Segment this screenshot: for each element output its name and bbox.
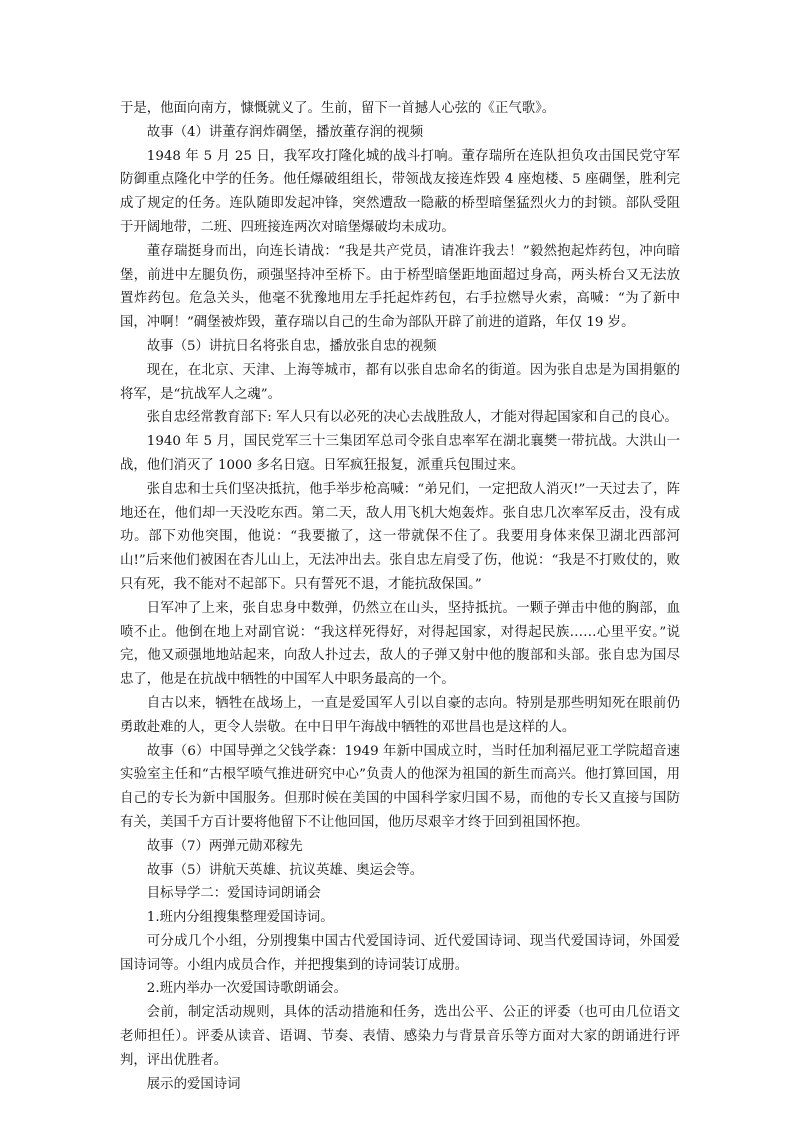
story-heading: 故事（5）讲抗日名将张自忠，播放张自忠的视频	[146, 338, 437, 354]
story-heading: 故事（5）讲航天英雄、抗议英雄、奥运会等。	[146, 862, 424, 878]
paragraph: 于是，他面向南方，慷慨就义了。生前，留下一首撼人心弦的《正气歌》。	[120, 101, 556, 116]
paragraph: 现在，在北京、天津、上海等城市，都有以张自忠命名的街道。因为张自忠是为国捐躯的将军，是“抗战军人之魂”。	[120, 362, 680, 402]
paragraph: 日军冲了上来，张自忠身中数弹，仍然立在山头，坚持抵抗。一颗子弹击中他的胸部，血喷不止。他倒在地上对副官说：“我这样死得好，对得起国家，对得起民族……心里平安。”说完，他又顽强地地站起来，向敌人扑过去，敌人的子弹又射中他的腹部和头部。张自忠为国尽忠了，他是在抗战中牺牲的中国军人中职务最高的一个。	[120, 600, 680, 688]
document-body	[120, 97, 680, 1096]
paragraph: 董存瑞挺身而出，向连长请战：“我是共产党员，请准许我去！”毅然抱起炸药包，冲向暗堡，前进中左腿负伤，顽强坚持冲至桥下。由于桥型暗堡距地面超过身高，两头桥台又无法放置炸药包。危急关头，他毫不犹豫地用左手托起炸药包，右手拉燃导火索，高喊：“为了新中国，冲啊！”碉堡被炸毁，董存瑞以自己的生命为部队开辟了前进的道路，年仅 19 岁。	[120, 243, 680, 331]
paragraph: 张自忠和士兵们坚决抵抗，他手举步枪高喊：“弟兄们，一定把敌人消灭!”一天过去了，阵地还在，他们却一天没吃东西。第二天，敌人用飞机大炮轰炸。张自忠几次率军反击，没有成功。部下劝他突围，他说：“我要撤了，这一带就保不住了。我要用身体来保卫湖北西部河山!”后来他们被困在杏儿山上，无法冲出去。张自忠左肩受了伤，他说：“我是不打败仗的，败只有死，我不能对不起部下。只有誓死不退，才能抗敌保国。”	[120, 481, 680, 592]
paragraph: 1940 年 5 月，国民党军三十三集团军总司令张自忠率军在湖北襄樊一带抗战。大洪山一战，他们消灭了 1000 多名日寇。日军疯狂报复，派重兵包围过来。	[120, 434, 680, 473]
paragraph: 自古以来，牺牲在战场上，一直是爱国军人引以自豪的志向。特别是那些明知死在眼前仍勇敢赴难的人，更令人崇敬。在中日甲午海战中牺牲的邓世昌也是这样的人。	[120, 695, 680, 735]
paragraph: 1948 年 5 月 25 日，我军攻打隆化城的战斗打响。董存瑞所在连队担负攻击国民党守军防御重点隆化中学的任务。他任爆破组组长，带领战友接连炸毁 4 座炮楼、5 座碉堡，胜利完成了规定的任务。连队随即发起冲锋，突然遭敌一隐蔽的桥型暗堡猛烈火力的封锁。部队受阻于开阔地带，二班、四班接连两次对暗堡爆破均未成功。	[120, 148, 680, 235]
paragraph: 故事（6）中国导弹之父钱学森：1949 年新中国成立时，当时任加利福尼亚工学院超音速实验室主任和“古根罕喷气推进研究中心”负责人的他深为祖国的新生而高兴。他打算回国，用自己的专长为新中国服务。但那时候在美国的中国科学家归国不易，而他的专长又直接与国防有关，美国千方百计要将他留下不让他回国，他历尽艰辛才终于回到祖国怀抱。	[120, 743, 680, 830]
section-heading: 目标导学二：爱国诗词朗诵会	[146, 886, 321, 902]
paragraph: 展示的爱国诗词	[146, 1076, 241, 1092]
story-heading: 故事（7）两弹元勋邓稼先	[146, 838, 303, 854]
paragraph: 会前，制定活动规则，具体的活动措施和任务，选出公平、公正的评委（也可由几位语文老师担任）。评委从读音、语调、节奏、表情、感染力与背景音乐等方面对大家的朗诵进行评判，评出优胜者。	[120, 1005, 680, 1068]
story-heading: 故事（4）讲董存润炸碉堡，播放董存润的视频	[146, 124, 424, 140]
paragraph: 张自忠经常教育部下: 军人只有以必死的决心去战胜敌人，才能对得起国家和自己的良心。	[146, 410, 678, 426]
paragraph: 可分成几个小组，分别搜集中国古代爱国诗词、近代爱国诗词、现当代爱国诗词，外国爱国诗词等。小组内成员合作，并把搜集到的诗词装订成册。	[120, 933, 680, 973]
list-item: 2.班内举办一次爱国诗歌朗诵会。	[146, 981, 348, 997]
list-item: 1.班内分组搜集整理爱国诗词。	[146, 910, 334, 926]
